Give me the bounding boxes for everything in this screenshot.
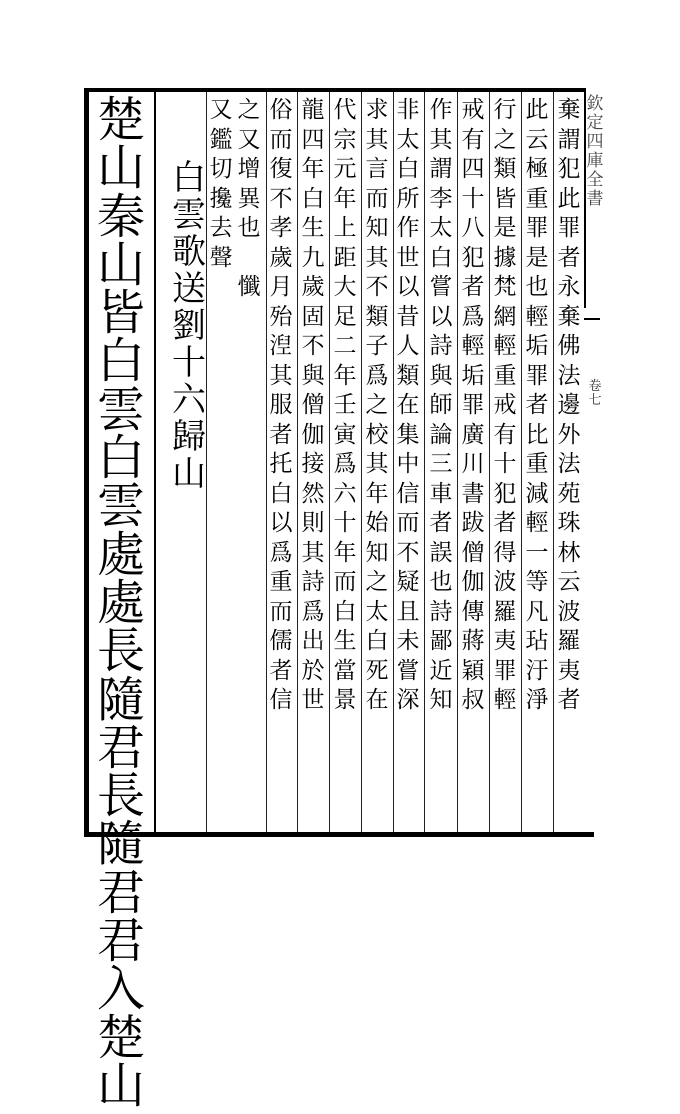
note-char: 者	[493, 510, 517, 536]
note-char: 湼	[269, 333, 293, 359]
note-char: 極	[525, 156, 549, 182]
note-char: 接	[301, 451, 325, 477]
note-column	[395, 96, 421, 716]
column-divider	[206, 92, 207, 832]
note-char: 波	[493, 569, 517, 595]
column-divider	[521, 92, 522, 832]
note-char: 川	[461, 451, 485, 477]
main-verse-column	[90, 92, 152, 1114]
note-char: 得	[493, 539, 517, 566]
note-char: 生	[333, 628, 357, 654]
note-char: 蔣	[461, 628, 485, 654]
note-char: 在	[365, 687, 389, 713]
note-char: 壬	[333, 392, 357, 418]
note-char: 是	[525, 244, 549, 271]
title-char: 歸	[172, 417, 206, 457]
note-char: 且	[396, 598, 420, 625]
note-char: 也	[525, 274, 549, 300]
note-char: 昔	[396, 303, 420, 330]
note-char: 殆	[269, 303, 293, 330]
note-char: 羅	[557, 628, 581, 654]
verse-char: 秦	[96, 188, 145, 245]
margin-char: 全	[586, 170, 604, 190]
note-char: 宗	[333, 126, 357, 153]
column-divider	[457, 92, 458, 832]
note-char: 等	[525, 569, 549, 595]
note-char: 棄	[557, 303, 581, 330]
note-char: 年	[333, 539, 357, 566]
note-char: 死	[365, 657, 389, 684]
note-char: 穎	[461, 657, 485, 684]
note-char: 俗	[269, 97, 293, 123]
verse-char: 楚	[96, 1009, 145, 1066]
note-char: 代	[333, 97, 357, 123]
verse-char: 楚	[96, 92, 145, 148]
note-char: 永	[557, 274, 581, 300]
margin-char: 庫	[586, 151, 604, 171]
note-char: 論	[429, 421, 453, 448]
note-char: 也	[237, 215, 261, 241]
note-char: 邊	[557, 392, 581, 418]
column-divider	[329, 92, 330, 832]
note-char: 以	[429, 303, 453, 330]
note-char: 有	[493, 421, 517, 448]
note-column	[208, 96, 234, 273]
note-char: 波	[557, 598, 581, 625]
note-column	[428, 96, 454, 716]
note-char: 年	[365, 480, 389, 507]
note-char: 十	[493, 451, 517, 477]
verse-char: 隨	[96, 671, 145, 728]
verse-char: 隨	[96, 816, 145, 873]
verse-char: 山	[96, 236, 145, 293]
note-char: 鑑	[209, 126, 233, 153]
margin-char: 書	[586, 189, 604, 209]
note-char: 年	[333, 362, 357, 389]
note-char: 子	[365, 333, 389, 359]
note-char: 去	[209, 215, 233, 241]
note-char: 類	[396, 362, 420, 389]
note-char: 年	[301, 156, 325, 182]
note-char: 白	[333, 598, 357, 625]
note-char: 其	[301, 539, 325, 566]
note-char: 此	[557, 185, 581, 212]
note-char: 攙	[209, 185, 233, 212]
note-char: 則	[301, 510, 325, 536]
note-char: 太	[365, 598, 389, 625]
margin-char: 定	[586, 113, 604, 133]
note-char: 年	[333, 185, 357, 212]
verse-char: 雲	[96, 381, 145, 438]
note-char: 嘗	[429, 274, 453, 300]
note-char: 凡	[525, 598, 549, 625]
note-char: 者	[557, 244, 581, 271]
note-char: 其	[429, 126, 453, 153]
note-char: 行	[493, 97, 517, 123]
note-char: 夷	[493, 628, 517, 654]
note-char: 九	[301, 244, 325, 271]
note-char: 其	[269, 362, 293, 389]
note-char: 其	[365, 244, 389, 271]
note-column	[492, 96, 518, 716]
note-char: 爲	[301, 598, 325, 625]
note-char: 嘗	[396, 657, 420, 684]
margin-header-text	[586, 95, 604, 209]
column-divider	[553, 92, 554, 832]
note-char: 罪	[493, 657, 517, 684]
note-char: 不	[269, 185, 293, 212]
note-char: 八	[461, 215, 485, 241]
verse-char: 山	[96, 1057, 145, 1114]
note-char: 切	[209, 156, 233, 182]
note-char: 距	[333, 244, 357, 271]
verse-char: 長	[96, 623, 145, 680]
note-char: 六	[333, 480, 357, 507]
title-char: 十	[172, 343, 206, 383]
note-char: 罪	[557, 215, 581, 241]
verse-char: 君	[96, 719, 145, 776]
note-char: 重	[269, 569, 293, 595]
note-char: 皆	[493, 185, 517, 212]
note-char: 增	[237, 156, 261, 182]
note-char: 以	[396, 274, 420, 300]
note-char: 然	[301, 480, 325, 507]
note-char: 大	[333, 274, 357, 300]
note-char: 白	[396, 156, 420, 182]
note-char: 輕	[525, 303, 549, 330]
note-char: 據	[493, 244, 517, 271]
note-char: 懺	[237, 274, 261, 300]
note-char: 十	[333, 510, 357, 536]
note-char: 未	[396, 628, 420, 654]
note-char: 師	[429, 392, 453, 418]
note-char: 詩	[301, 569, 325, 595]
verse-char: 皆	[96, 285, 145, 342]
column-divider	[424, 92, 425, 832]
note-char: 信	[269, 687, 293, 713]
note-char: 四	[301, 126, 325, 153]
note-char: 求	[365, 97, 389, 123]
note-char: 不	[365, 274, 389, 300]
note-char: 白	[365, 628, 389, 654]
note-char: 車	[429, 480, 453, 507]
note-char: 重	[525, 451, 549, 477]
note-char: 詩	[429, 598, 453, 625]
note-column	[332, 96, 358, 716]
note-char: 三	[429, 451, 453, 477]
note-char: 白	[269, 480, 293, 507]
note-char: 此	[525, 97, 549, 123]
note-char: 詩	[429, 333, 453, 359]
title-char: 白	[172, 158, 206, 198]
note-char: 足	[333, 303, 357, 330]
note-char: 者	[269, 657, 293, 684]
note-char: 戒	[461, 97, 485, 123]
top-border	[84, 88, 584, 92]
note-char: 外	[557, 421, 581, 448]
note-char: 其	[365, 126, 389, 153]
note-char: 伽	[461, 569, 485, 595]
note-char: 異	[237, 185, 261, 212]
note-column	[460, 96, 486, 716]
note-char: 又	[209, 97, 233, 123]
note-char: 出	[301, 628, 325, 654]
note-char: 爲	[365, 362, 389, 389]
note-char: 者	[557, 687, 581, 713]
note-char: 謂	[429, 156, 453, 182]
note-char: 梵	[493, 274, 517, 300]
note-char: 一	[525, 539, 549, 566]
note-char: 疑	[396, 569, 420, 595]
note-char: 爲	[269, 539, 293, 566]
note-char: 復	[269, 156, 293, 182]
margin-tick	[584, 318, 600, 320]
note-char: 法	[557, 362, 581, 389]
note-char: 校	[365, 421, 389, 448]
note-char: 犯	[461, 244, 485, 271]
note-char: 上	[333, 215, 357, 241]
note-char: 叔	[461, 687, 485, 713]
note-char: 寅	[333, 421, 357, 448]
note-char: 龍	[301, 97, 325, 123]
note-char: 而	[269, 598, 293, 625]
note-char: 月	[269, 274, 293, 300]
note-char: 鄙	[429, 628, 453, 654]
note-char: 林	[557, 539, 581, 566]
juan-char: 卷	[588, 379, 602, 394]
verse-char: 處	[96, 526, 145, 583]
note-char: 云	[525, 126, 549, 153]
note-char: 人	[396, 333, 420, 359]
note-char: 佛	[557, 333, 581, 359]
verse-char: 白	[96, 333, 145, 390]
note-char: 云	[557, 569, 581, 595]
left-border	[84, 88, 89, 836]
verse-char: 君	[96, 864, 145, 921]
note-char: 羅	[493, 598, 517, 625]
note-char: 四	[461, 156, 485, 182]
note-char: 作	[396, 215, 420, 241]
note-char: 跋	[461, 510, 485, 536]
note-char: 之	[237, 97, 261, 123]
note-char: 罪	[525, 215, 549, 241]
note-char: 者	[269, 421, 293, 448]
note-char: 與	[301, 362, 325, 389]
note-char: 夷	[557, 657, 581, 684]
note-char: 知	[365, 215, 389, 241]
title-char: 六	[172, 380, 206, 420]
note-char: 有	[461, 126, 485, 153]
note-char: 誤	[429, 539, 453, 566]
note-char: 戒	[493, 392, 517, 418]
juan-label	[585, 380, 605, 408]
note-char: 元	[333, 156, 357, 182]
column-divider	[489, 92, 490, 832]
note-char: 太	[396, 126, 420, 153]
note-char: 之	[493, 126, 517, 153]
note-char: 重	[525, 185, 549, 212]
note-char: 與	[429, 362, 453, 389]
verse-char: 君	[96, 913, 145, 970]
note-char: 在	[396, 392, 420, 418]
note-char: 珠	[557, 510, 581, 536]
note-char: 固	[301, 303, 325, 330]
note-char: 歲	[269, 244, 293, 271]
note-char: 是	[493, 215, 517, 241]
note-column	[524, 96, 550, 716]
verse-char: 白	[96, 430, 145, 487]
note-char: 淨	[525, 687, 549, 713]
note-char: 者	[461, 274, 485, 300]
note-char: 罪	[461, 392, 485, 418]
title-char: 劉	[172, 306, 206, 346]
note-char: 比	[525, 421, 549, 448]
note-char: 類	[365, 303, 389, 330]
note-char: 之	[365, 392, 389, 418]
note-char: 而	[269, 126, 293, 153]
note-char: 輕	[493, 687, 517, 713]
note-char: 傳	[461, 598, 485, 625]
verse-char: 入	[96, 961, 145, 1018]
note-char: 也	[429, 569, 453, 595]
column-divider	[266, 92, 267, 832]
note-column	[300, 96, 326, 716]
verse-char: 山	[96, 140, 145, 197]
note-char: 太	[429, 215, 453, 241]
note-char: 以	[269, 510, 293, 536]
note-char: 爲	[461, 303, 485, 330]
note-char: 知	[429, 687, 453, 713]
note-char: 輕	[493, 333, 517, 359]
note-char: 網	[493, 303, 517, 330]
note-char: 犯	[557, 156, 581, 182]
note-char: 苑	[557, 480, 581, 507]
note-char: 垢	[525, 333, 549, 359]
note-char: 信	[396, 480, 420, 507]
note-char: 十	[461, 185, 485, 212]
note-char: 書	[461, 480, 485, 507]
note-char: 伽	[301, 421, 325, 448]
note-char: 輕	[461, 333, 485, 359]
note-char: 者	[429, 510, 453, 536]
note-char: 景	[333, 687, 357, 713]
note-char: 儒	[269, 628, 293, 654]
note-column	[364, 96, 390, 716]
note-char: 近	[429, 657, 453, 684]
note-char: 世	[396, 244, 420, 271]
note-char: 其	[365, 451, 389, 477]
note-char: 服	[269, 392, 293, 418]
note-char: 二	[333, 333, 357, 359]
note-char: 言	[365, 156, 389, 182]
note-char: 非	[396, 97, 420, 123]
note-column	[236, 96, 262, 303]
note-char: 所	[396, 185, 420, 212]
note-char: 集	[396, 421, 420, 448]
column-divider	[361, 92, 362, 832]
verse-char: 長	[96, 768, 145, 825]
title-char: 送	[172, 269, 206, 309]
verse-char: 處	[96, 574, 145, 631]
note-char: 又	[237, 126, 261, 153]
note-char: 輕	[525, 510, 549, 536]
column-divider	[393, 92, 394, 832]
note-char: 重	[493, 362, 517, 389]
note-char: 之	[365, 569, 389, 595]
note-char: 廣	[461, 421, 485, 448]
note-char: 白	[301, 185, 325, 212]
note-char: 深	[396, 687, 420, 713]
note-char: 謂	[557, 126, 581, 153]
note-char: 不	[396, 539, 420, 566]
column-divider	[297, 92, 298, 832]
note-char: 法	[557, 451, 581, 477]
bottom-border	[84, 832, 594, 837]
note-char: 者	[525, 392, 549, 418]
inner-left-rule	[154, 92, 156, 832]
note-char: 當	[333, 657, 357, 684]
note-char: 不	[301, 333, 325, 359]
title-char: 雲	[172, 195, 206, 235]
note-char: 作	[429, 97, 453, 123]
note-char: 汙	[525, 657, 549, 684]
note-column	[556, 96, 582, 716]
verse-char: 雲	[96, 478, 145, 535]
note-char: 生	[301, 215, 325, 241]
note-char: 罪	[525, 362, 549, 389]
note-char: 聲	[209, 244, 233, 271]
note-char: 李	[429, 185, 453, 212]
note-column	[268, 96, 294, 716]
note-char: 僧	[301, 392, 325, 418]
note-char: 中	[396, 451, 420, 477]
note-char: 爲	[333, 451, 357, 477]
note-char: 於	[301, 657, 325, 684]
note-char: 玷	[525, 628, 549, 654]
note-char: 棄	[557, 97, 581, 123]
title-char: 山	[172, 454, 206, 494]
note-char: 歲	[301, 274, 325, 300]
note-char: 僧	[461, 539, 485, 566]
note-char	[245, 244, 252, 274]
note-char: 垢	[461, 362, 485, 389]
note-char: 而	[396, 510, 420, 536]
note-char: 而	[333, 569, 357, 595]
note-char: 白	[429, 244, 453, 271]
note-char: 始	[365, 510, 389, 536]
title-char: 歌	[172, 232, 206, 272]
note-char: 犯	[493, 480, 517, 507]
note-char: 世	[301, 687, 325, 713]
note-char: 類	[493, 156, 517, 182]
note-char: 減	[525, 480, 549, 507]
note-char: 托	[269, 451, 293, 477]
note-char: 而	[365, 185, 389, 212]
margin-char: 欽	[586, 94, 604, 114]
margin-char: 四	[586, 132, 604, 152]
juan-char: 七	[588, 393, 602, 408]
note-char: 知	[365, 539, 389, 566]
note-char: 孝	[269, 215, 293, 241]
